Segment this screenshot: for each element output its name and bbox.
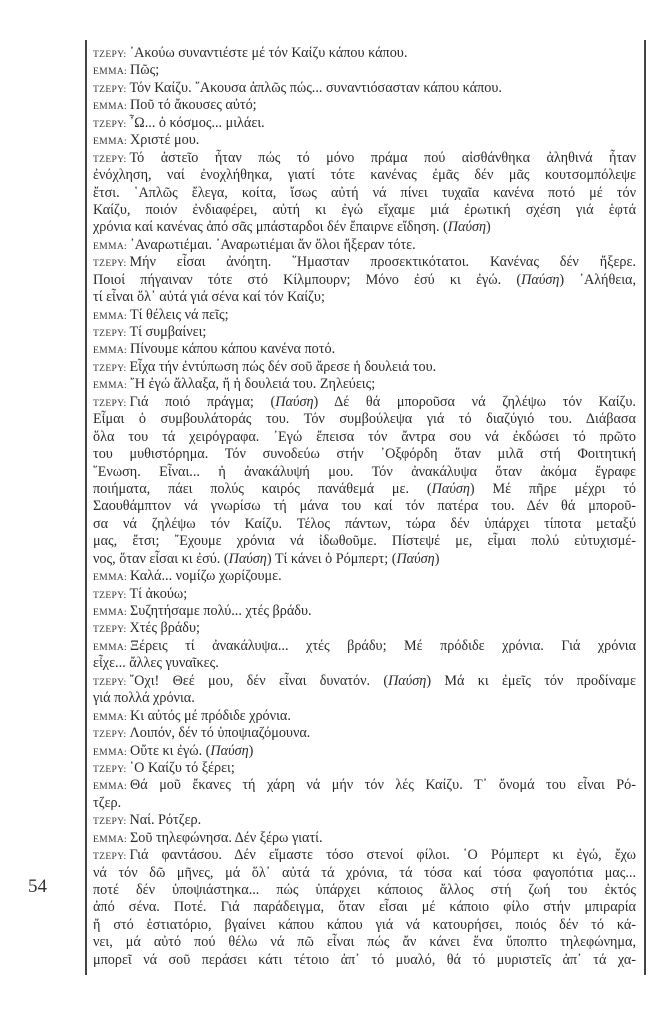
dialogue-text: νει, μά αὐτό πού θέλω νά πῶ εἶναι πώς ἄν κάνει ἕνα ὕποπτο τηλεφώνημα, bbox=[93, 934, 636, 951]
dialogue-continuation-line bbox=[93, 795, 636, 812]
dialogue-continuation-line bbox=[93, 185, 636, 202]
dialogue-text: ῞Ενωση. Εἶναι... ἡ ἀνακάλυψή μου. Τόν ἀνακάλυψα ὅταν ἀκόμα ἔγραφε bbox=[93, 463, 636, 480]
dialogue-line bbox=[93, 307, 636, 324]
dialogue-continuation-line bbox=[93, 533, 636, 550]
dialogue-text: Γιά φαντάσου. Δέν εἴμαστε τόσο στενοί φίλοι. ῾Ο Ρόμπερτ κι ἐγώ, ἔχω bbox=[129, 847, 636, 864]
dialogue-text: Τί θέλεις νά πεῖς; bbox=[130, 306, 229, 323]
dialogue-text: ) Τί κάνει ὁ Ρόμπερτ; ( bbox=[266, 550, 397, 567]
dialogue-text: ᾿Ακούω συναντιέστε μέ τόν Καίζυ κάπου κάπου. bbox=[129, 45, 408, 61]
dialogue-text: Συζητήσαμε πολύ... χτές βράδυ. bbox=[130, 603, 312, 619]
stage-direction: Παύση bbox=[396, 550, 435, 567]
stage-direction: Παύση bbox=[228, 550, 267, 567]
dialogue-line bbox=[93, 743, 636, 760]
dialogue-text: Σαουθάμπτον νά γνωρίσω τή μάνα του καί τόν πατέρα του. Δέν θά μποροῦ- bbox=[93, 498, 636, 515]
dialogue-text: Λοιπόν, δέν τό ὑποψιαζόμουνα. bbox=[129, 725, 311, 742]
dialogue-text: ) Δέ θά μποροῦσα νά ζηλέψω τόν Καίζυ. bbox=[313, 393, 636, 410]
dialogue-line bbox=[93, 62, 636, 79]
speaker-name: ΤΖΕΡΥ: bbox=[93, 851, 127, 863]
dialogue-text: Οὔτε κι ἐγώ. ( bbox=[130, 742, 211, 759]
dialogue-continuation-line bbox=[93, 899, 636, 916]
speaker-name: ΤΖΕΡΥ: bbox=[93, 676, 127, 688]
dialogue-line bbox=[93, 603, 636, 620]
dialogue-line bbox=[93, 132, 636, 149]
speaker-name: ΤΖΕΡΥ: bbox=[93, 589, 127, 601]
dialogue-text: Πῶς; bbox=[130, 62, 160, 79]
dialogue-text: ἀπό σένα. Ποτέ. Γιά παράδειγμα, ὅταν εἶσαι μέ κάποιο φίλο στήν μπιραρία bbox=[93, 899, 636, 916]
dialogue-text: ῾Ο Καίζυ τό ξέρει; bbox=[129, 759, 235, 776]
speaker-name: ΕΜΜΑ: bbox=[93, 380, 128, 392]
speaker-name: ΤΖΕΡΥ: bbox=[93, 153, 127, 165]
dialogue-text: Εἶχα τήν ἐντύπωση πώς δέν σοῦ ἄρεσε ἡ δουλειά του. bbox=[129, 358, 437, 375]
speaker-name: ΕΜΜΑ: bbox=[93, 781, 128, 793]
dialogue-continuation-line bbox=[93, 481, 636, 498]
dialogue-text: Ποῦ τό ἄκουσες αὐτό; bbox=[130, 97, 257, 114]
speaker-name: ΤΖΕΡΥ: bbox=[93, 624, 127, 636]
dialogue-text: ) Μέ πῆρε μέχρι τό bbox=[469, 480, 636, 497]
dialogue-text: Καλά... νομίζω χωρίζουμε. bbox=[130, 568, 282, 585]
dialogue-line bbox=[93, 725, 636, 742]
dialogue-text: εἶχε... ἄλλες γυναῖκες. bbox=[93, 655, 219, 672]
dialogue-continuation-line bbox=[93, 865, 636, 882]
dialogue-text: ποτέ δέν ὑποψιάστηκα... πώς ὑπάρχει κάποιος ἄλλος στή ζωή του ἐκτός bbox=[93, 882, 636, 898]
stage-direction: Παύση bbox=[388, 672, 427, 689]
play-text-body bbox=[93, 45, 636, 969]
dialogue-line bbox=[93, 45, 636, 62]
dialogue-text: ἔτσι. ῾Απλῶς ἔλεγα, κοίτα, ἴσως αὐτή νά πίνει τυχαῖα κανένα ποτό μέ τόν bbox=[93, 184, 636, 201]
dialogue-text: νά τόν δῶ μῆνες, μά ὅλ᾿ αὐτά τά χρόνια, τά τόσα καί τόσα φαγοπότια μας... bbox=[93, 864, 636, 881]
speaker-name: ΕΜΜΑ: bbox=[93, 101, 128, 113]
dialogue-text: Τόν Καίζυ. ῎Ακουσα ἁπλῶς πώς... συναντιόσασταν κάπου κάπου. bbox=[129, 79, 502, 96]
speaker-name: ΤΖΕΡΥ: bbox=[93, 763, 127, 775]
speaker-name: ΤΖΕΡΥ: bbox=[93, 729, 127, 741]
dialogue-text: μπορεῖ νά σοῦ περάσει κάτι τέτοιο ἀπ᾿ τό μυαλό, θά τό μυριστεῖς ἀπ᾿ τά χα- bbox=[93, 951, 636, 968]
dialogue-line bbox=[93, 568, 636, 585]
speaker-name: ΤΖΕΡΥ: bbox=[93, 118, 127, 130]
speaker-name: ΕΜΜΑ: bbox=[93, 746, 128, 758]
dialogue-line bbox=[93, 254, 636, 271]
stage-direction: Παύση bbox=[521, 271, 560, 288]
dialogue-continuation-line bbox=[93, 934, 636, 951]
dialogue-text: ᾿Αναρωτιέμαι. ᾿Αναρωτιέμαι ἄν ὅλοι ἤξεραν τότε. bbox=[130, 236, 416, 253]
left-margin-rule bbox=[85, 40, 87, 975]
speaker-name: ΕΜΜΑ: bbox=[93, 310, 128, 322]
dialogue-line bbox=[93, 673, 636, 690]
dialogue-text: τζερ. bbox=[93, 794, 122, 811]
dialogue-text: Τί ἀκούω; bbox=[129, 585, 188, 602]
dialogue-line bbox=[93, 341, 636, 358]
dialogue-line bbox=[93, 115, 636, 132]
dialogue-text: ῏Ω... ὁ κόσμος... μιλάει. bbox=[129, 114, 265, 131]
dialogue-line bbox=[93, 359, 636, 376]
speaker-name: ΕΜΜΑ: bbox=[93, 66, 128, 78]
dialogue-text: Ποιοί πήγαιναν τότε στό Κίλμπουρν; Μόνο ἐσύ κι ἐγώ. ( bbox=[93, 271, 522, 288]
stage-direction: Παύση bbox=[275, 393, 314, 410]
dialogue-continuation-line bbox=[93, 289, 636, 306]
dialogue-continuation-line bbox=[93, 464, 636, 481]
dialogue-continuation-line bbox=[93, 411, 636, 428]
dialogue-text: Ξέρεις τί ἀνακάλυψα... χτές βράδυ; Μέ πρόδιδε χρόνια. Γιά χρόνια bbox=[130, 637, 636, 654]
dialogue-text: Μήν εἶσαι ἀνόητη. ῞Ημασταν προσεκτικότατοι. Κανένας δέν ἤξερε. bbox=[129, 254, 636, 271]
dialogue-text: ) bbox=[248, 742, 254, 759]
speaker-name: ΤΖΕΡΥ: bbox=[93, 816, 127, 828]
speaker-name: ΕΜΜΑ: bbox=[93, 572, 128, 584]
speaker-name: ΤΖΕΡΥ: bbox=[93, 83, 127, 95]
speaker-name: ΤΖΕΡΥ: bbox=[93, 49, 127, 60]
stage-direction: Παύση bbox=[210, 742, 249, 759]
dialogue-continuation-line bbox=[93, 272, 636, 289]
dialogue-line bbox=[93, 760, 636, 777]
dialogue-text: Χτές βράδυ; bbox=[129, 620, 200, 637]
dialogue-text: νος, ὅταν εἶσαι κι ἐσύ. ( bbox=[93, 550, 229, 567]
dialogue-text: τί εἶναι ὅλ᾿ αὐτά γιά σένα καί τόν Καίζυ; bbox=[93, 289, 325, 306]
dialogue-continuation-line bbox=[93, 202, 636, 219]
dialogue-continuation-line bbox=[93, 655, 636, 672]
speaker-name: ΕΜΜΑ: bbox=[93, 240, 128, 252]
dialogue-text: Τί συμβαίνει; bbox=[129, 324, 207, 340]
dialogue-line bbox=[93, 812, 636, 829]
dialogue-continuation-line bbox=[93, 516, 636, 533]
dialogue-text: ) bbox=[434, 550, 440, 567]
speaker-name: ΕΜΜΑ: bbox=[93, 136, 128, 148]
dialogue-continuation-line bbox=[93, 551, 636, 568]
dialogue-text: ῎Η ἐγώ ἄλλαξα, ἤ ἡ δουλειά του. Ζηλεύεις; bbox=[130, 376, 376, 393]
page-number: 54 bbox=[28, 876, 47, 897]
dialogue-text: Εἶμαι ὁ συμβουλάτοράς του. Τόν συμβούλεψα γιά τό διαζύγιό του. Διάβασα bbox=[93, 411, 636, 428]
dialogue-continuation-line bbox=[93, 429, 636, 446]
dialogue-text: γιά πολλά χρόνια. bbox=[93, 690, 195, 707]
dialogue-line bbox=[93, 237, 636, 254]
dialogue-line bbox=[93, 324, 636, 341]
dialogue-text: ) ᾿Αλήθεια, bbox=[559, 271, 637, 288]
dialogue-continuation-line bbox=[93, 219, 636, 236]
dialogue-text: ) bbox=[486, 219, 491, 236]
dialogue-continuation-line bbox=[93, 446, 636, 463]
dialogue-text: του μυθιστόρημα. Τόν συνοδεύω στήν ᾿Οξφόρδη ὅταν μιλᾶ στή Φοιτητική bbox=[93, 446, 636, 463]
dialogue-text: Τό ἀστεῖο ἦταν πώς τό μόνο πράμα πού αἰσθάνθηκα ἀληθινά ἦταν bbox=[129, 149, 636, 166]
dialogue-line bbox=[93, 394, 636, 411]
dialogue-continuation-line bbox=[93, 952, 636, 969]
speaker-name: ΤΖΕΡΥ: bbox=[93, 258, 127, 270]
dialogue-line bbox=[93, 80, 636, 97]
dialogue-continuation-line bbox=[93, 882, 636, 899]
dialogue-line bbox=[93, 708, 636, 725]
speaker-name: ΤΖΕΡΥ: bbox=[93, 362, 127, 374]
right-margin-rule bbox=[644, 40, 646, 975]
dialogue-text: ἤ στό ἑστιατόριο, βγαίνει κάπου κάπου γιά νά κατουρήσει, ποιός δέν τό κά- bbox=[93, 916, 636, 933]
dialogue-text: Καίζυ, ποιόν ἐνδιαφέρει, αὐτή κι ἐγώ εἴχαμε μιά ἐρωτική σχέση γιά ἑφτά bbox=[93, 201, 636, 218]
stage-direction: Παύση bbox=[431, 480, 470, 497]
speaker-name: ΤΖΕΡΥ: bbox=[93, 397, 127, 409]
dialogue-line bbox=[93, 777, 636, 794]
dialogue-line bbox=[93, 620, 636, 637]
dialogue-line bbox=[93, 830, 636, 847]
speaker-name: ΤΖΕΡΥ: bbox=[93, 328, 127, 339]
dialogue-continuation-line bbox=[93, 690, 636, 707]
dialogue-continuation-line bbox=[93, 498, 636, 515]
dialogue-line bbox=[93, 586, 636, 603]
dialogue-line bbox=[93, 150, 636, 167]
speaker-name: ΕΜΜΑ: bbox=[93, 607, 128, 618]
dialogue-text: Σοῦ τηλεφώνησα. Δέν ξέρω γιατί. bbox=[130, 829, 323, 846]
dialogue-text: Χριστέ μου. bbox=[130, 132, 200, 149]
dialogue-text: ἐνόχληση, ναί ἐνοχλήθηκα, γιατί τότε κανένας ἐμᾶς δέν μᾶς κουτσομπόλεψε bbox=[93, 167, 636, 184]
dialogue-text: Ναί. Ρότζερ. bbox=[129, 812, 202, 829]
dialogue-line bbox=[93, 376, 636, 393]
dialogue-text: Κι αὐτός μέ πρόδιδε χρόνια. bbox=[130, 707, 291, 724]
speaker-name: ΕΜΜΑ: bbox=[93, 641, 128, 653]
dialogue-continuation-line bbox=[93, 917, 636, 934]
dialogue-text: ποιήματα, πάει πολύς καιρός πανάθεμά με. ( bbox=[93, 480, 432, 497]
dialogue-line bbox=[93, 847, 636, 864]
dialogue-text: ῎Οχι! Θεέ μου, δέν εἶναι δυνατόν. ( bbox=[129, 672, 389, 689]
dialogue-text: Πίνουμε κάπου κάπου κανένα ποτό. bbox=[130, 341, 336, 358]
dialogue-text: Γιά ποιό πράγμα; ( bbox=[129, 393, 276, 410]
speaker-name: ΕΜΜΑ: bbox=[93, 833, 128, 845]
dialogue-text: μας, ἔτσι; ῎Εχουμε χρόνια νά ἰδωθοῦμε. Πίστεψέ με, εἶμαι πολύ εὐτυχισμέ- bbox=[93, 533, 636, 550]
dialogue-text: σα νά ζηλέψω τόν Καίζυ. Τέλος πάντων, τώρα δέν ὑπάρχει τίποτα μεταξύ bbox=[93, 515, 636, 532]
dialogue-text: ) Μά κι ἐμεῖς τόν προδίναμε bbox=[426, 672, 636, 689]
stage-direction: Παύση bbox=[447, 219, 487, 236]
dialogue-text: ὅλα του τά χειρόγραφα. ᾿Εγώ ἔπεισα τόν ἄντρα σου νά ἐκδώσει τό πρῶτο bbox=[93, 428, 636, 445]
speaker-name: ΕΜΜΑ: bbox=[93, 711, 128, 723]
speaker-name: ΕΜΜΑ: bbox=[93, 345, 128, 357]
dialogue-text: χρόνια καί κανένας ἀπό σᾶς μπάσταρδοι δέν ἔπαιρνε εἴδηση. ( bbox=[93, 219, 448, 236]
dialogue-continuation-line bbox=[93, 167, 636, 184]
dialogue-line bbox=[93, 97, 636, 114]
dialogue-line bbox=[93, 638, 636, 655]
dialogue-text: Θά μοῦ ἔκανες τή χάρη νά μήν τόν λές Καίζυ. Τ᾿ ὄνομά του εἶναι Ρό- bbox=[130, 777, 636, 794]
